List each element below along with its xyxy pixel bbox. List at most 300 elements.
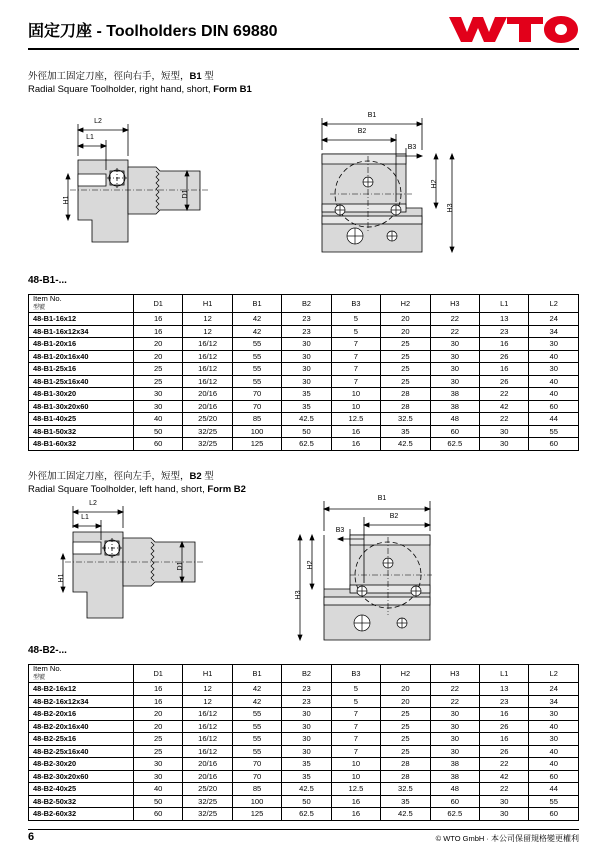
table-cell-h1: 16/12 <box>183 720 232 733</box>
table-cell-item-no: 48-B1-16x12 <box>29 313 134 326</box>
table-cell-b1: 42 <box>232 325 281 338</box>
dim-label-h1: H1 <box>58 573 65 583</box>
table-cell-h3: 30 <box>430 350 479 363</box>
table-cell-b1: 70 <box>232 758 281 771</box>
table-cell-b3: 16 <box>331 438 380 451</box>
table-cell-b3: 7 <box>331 745 380 758</box>
section-1-side-view-drawing <box>60 112 275 267</box>
table-cell-b1: 125 <box>232 808 281 821</box>
table-cell-h3: 38 <box>430 770 479 783</box>
table-cell-l2: 34 <box>529 325 579 338</box>
table-cell-h2: 25 <box>381 745 430 758</box>
table-cell-b2: 23 <box>282 313 331 326</box>
page-title-cn: 固定刀座 <box>28 23 93 40</box>
table-cell-h2: 20 <box>381 313 430 326</box>
table-cell-h3: 62.5 <box>430 438 479 451</box>
table-cell-l2: 44 <box>529 783 579 796</box>
table-cell-b1: 125 <box>232 438 281 451</box>
table-row <box>29 795 579 808</box>
table-cell-b1: 55 <box>232 363 281 376</box>
table-cell-item-no: 48-B1-50x32 <box>29 425 134 438</box>
table-header-b3: B3 <box>331 665 380 683</box>
table-cell-d1: 16 <box>133 313 182 326</box>
table-cell-b3: 5 <box>331 695 380 708</box>
section-2-part-code: 48-B2-... <box>28 645 67 656</box>
table-row <box>29 695 579 708</box>
table-cell-l2: 30 <box>529 708 579 721</box>
table-cell-l1: 22 <box>480 388 529 401</box>
table-cell-l2: 60 <box>529 808 579 821</box>
table-cell-l2: 30 <box>529 363 579 376</box>
dim-label-b2: B2 <box>389 513 399 520</box>
table-cell-h1: 16/12 <box>183 338 232 351</box>
table-cell-h1: 25/20 <box>183 413 232 426</box>
table-cell-b3: 12.5 <box>331 413 380 426</box>
table-cell-h2: 28 <box>381 388 430 401</box>
table-header-l1: L1 <box>480 665 529 683</box>
table-cell-b3: 5 <box>331 325 380 338</box>
table-row <box>29 733 579 746</box>
table-cell-b3: 12.5 <box>331 783 380 796</box>
section-1-caption-cn: 外徑加工固定刀座，徑向右手，短型，B1 型 <box>28 71 214 82</box>
table-cell-l2: 60 <box>529 770 579 783</box>
section-1-front-view-drawing <box>300 112 505 267</box>
table-cell-b1: 42 <box>232 313 281 326</box>
section-2-caption-cn: 外徑加工固定刀座，徑向左手，短型，B2 型 <box>28 471 214 482</box>
table-cell-h1: 32/25 <box>183 795 232 808</box>
table-cell-h2: 20 <box>381 325 430 338</box>
table-cell-h1: 20/16 <box>183 400 232 413</box>
table-header-item: Item No. 型號 <box>29 665 134 683</box>
table-cell-item-no: 48-B2-30x20x60 <box>29 770 134 783</box>
table-cell-h2: 28 <box>381 770 430 783</box>
table-header-h2: H2 <box>381 665 430 683</box>
table-cell-b2: 30 <box>282 733 331 746</box>
table-cell-h2: 35 <box>381 795 430 808</box>
table-cell-b2: 30 <box>282 708 331 721</box>
table-cell-h3: 30 <box>430 375 479 388</box>
dim-label-d1: D1 <box>177 561 184 571</box>
page-title-sep: - <box>92 23 107 40</box>
table-cell-h2: 25 <box>381 363 430 376</box>
table-cell-l2: 40 <box>529 350 579 363</box>
table-cell-b1: 42 <box>232 695 281 708</box>
table-cell-b3: 7 <box>331 720 380 733</box>
table-cell-b3: 10 <box>331 758 380 771</box>
table-cell-b3: 16 <box>331 808 380 821</box>
table-cell-h2: 25 <box>381 375 430 388</box>
table-row <box>29 313 579 326</box>
table-cell-b2: 50 <box>282 425 331 438</box>
table-cell-d1: 40 <box>133 783 182 796</box>
table-cell-b2: 35 <box>282 758 331 771</box>
table-cell-h1: 20/16 <box>183 388 232 401</box>
table-cell-item-no: 48-B2-50x32 <box>29 795 134 808</box>
table-cell-b2: 30 <box>282 720 331 733</box>
table-cell-h2: 25 <box>381 338 430 351</box>
table-cell-l2: 40 <box>529 720 579 733</box>
table-cell-d1: 30 <box>133 400 182 413</box>
table-cell-l2: 60 <box>529 438 579 451</box>
table-cell-item-no: 48-B2-40x25 <box>29 783 134 796</box>
table-cell-item-no: 48-B2-25x16 <box>29 733 134 746</box>
table-cell-l1: 22 <box>480 783 529 796</box>
table-cell-h2: 20 <box>381 683 430 696</box>
table-header-h1: H1 <box>183 665 232 683</box>
table-row <box>29 683 579 696</box>
page-footer <box>28 829 579 845</box>
dim-label-h3: H3 <box>295 590 302 600</box>
table-cell-b1: 85 <box>232 413 281 426</box>
table-cell-l1: 16 <box>480 338 529 351</box>
table-cell-h1: 32/25 <box>183 808 232 821</box>
table-cell-d1: 20 <box>133 338 182 351</box>
table-cell-h3: 22 <box>430 313 479 326</box>
table-cell-l1: 13 <box>480 313 529 326</box>
dim-label-l1: L1 <box>81 514 89 521</box>
table-cell-l2: 60 <box>529 400 579 413</box>
dim-label-d1: D1 <box>182 189 189 199</box>
page-title-en: Toolholders DIN 69880 <box>106 23 278 40</box>
table-cell-d1: 40 <box>133 413 182 426</box>
table-row <box>29 350 579 363</box>
table-cell-h1: 12 <box>183 683 232 696</box>
table-cell-d1: 30 <box>133 758 182 771</box>
table-cell-l1: 42 <box>480 770 529 783</box>
table-cell-b1: 70 <box>232 388 281 401</box>
page-number: 6 <box>28 831 35 843</box>
table-cell-h1: 12 <box>183 695 232 708</box>
table-cell-h2: 25 <box>381 350 430 363</box>
table-cell-d1: 30 <box>133 388 182 401</box>
footer-divider <box>28 829 579 830</box>
table-cell-item-no: 48-B2-30x20 <box>29 758 134 771</box>
table-cell-h1: 20/16 <box>183 758 232 771</box>
table-row <box>29 363 579 376</box>
table-cell-d1: 20 <box>133 708 182 721</box>
table-header-item: Item No. 型號 <box>29 295 134 313</box>
table-cell-b2: 42.5 <box>282 413 331 426</box>
table-header-row <box>29 665 579 683</box>
table-cell-item-no: 48-B1-20x16x40 <box>29 350 134 363</box>
table-cell-l1: 22 <box>480 413 529 426</box>
table-row <box>29 438 579 451</box>
table-cell-b2: 23 <box>282 683 331 696</box>
table-cell-l1: 16 <box>480 363 529 376</box>
table-cell-h3: 30 <box>430 720 479 733</box>
table-cell-l2: 55 <box>529 795 579 808</box>
table-cell-h3: 62.5 <box>430 808 479 821</box>
table-header-b2: B2 <box>282 295 331 313</box>
table-cell-h1: 16/12 <box>183 733 232 746</box>
table-cell-b2: 50 <box>282 795 331 808</box>
dim-label-h2: H2 <box>431 179 438 189</box>
table-cell-b2: 35 <box>282 770 331 783</box>
table-row <box>29 413 579 426</box>
table-cell-l2: 40 <box>529 745 579 758</box>
section-2-side-view-drawing <box>55 500 270 650</box>
table-cell-b1: 55 <box>232 350 281 363</box>
table-cell-h3: 38 <box>430 388 479 401</box>
table-cell-b3: 16 <box>331 795 380 808</box>
dim-label-l2: L2 <box>89 500 97 507</box>
table-cell-b1: 42 <box>232 683 281 696</box>
table-cell-b3: 10 <box>331 770 380 783</box>
table-cell-b2: 35 <box>282 388 331 401</box>
table-row <box>29 745 579 758</box>
table-header-b1: B1 <box>232 665 281 683</box>
dim-label-b1: B1 <box>377 495 387 502</box>
table-header-d1: D1 <box>133 665 182 683</box>
table-cell-l1: 30 <box>480 438 529 451</box>
table-cell-b1: 55 <box>232 720 281 733</box>
table-cell-item-no: 48-B2-16x12 <box>29 683 134 696</box>
table-cell-d1: 25 <box>133 375 182 388</box>
table-cell-h1: 32/25 <box>183 425 232 438</box>
table-cell-l1: 16 <box>480 708 529 721</box>
table-cell-h3: 30 <box>430 363 479 376</box>
dim-label-b3: B3 <box>335 527 345 534</box>
table-cell-h1: 16/12 <box>183 375 232 388</box>
table-cell-b2: 62.5 <box>282 438 331 451</box>
table-cell-h2: 35 <box>381 425 430 438</box>
section-1-caption <box>28 70 252 96</box>
table-header-b3: B3 <box>331 295 380 313</box>
page-header <box>28 18 579 50</box>
table-cell-h2: 32.5 <box>381 413 430 426</box>
dim-label-l2: L2 <box>94 118 102 125</box>
table-cell-b2: 30 <box>282 745 331 758</box>
table-cell-h3: 38 <box>430 758 479 771</box>
table-cell-l2: 40 <box>529 388 579 401</box>
table-cell-b3: 7 <box>331 375 380 388</box>
table-cell-h3: 48 <box>430 413 479 426</box>
table-cell-h1: 16/12 <box>183 708 232 721</box>
table-cell-l1: 16 <box>480 733 529 746</box>
table-cell-item-no: 48-B2-16x12x34 <box>29 695 134 708</box>
table-cell-l1: 22 <box>480 758 529 771</box>
table-cell-l1: 30 <box>480 795 529 808</box>
table-row <box>29 388 579 401</box>
section-1-spec-table <box>28 294 579 451</box>
table-header-l2: L2 <box>529 665 579 683</box>
table-row <box>29 375 579 388</box>
dim-label-b3: B3 <box>407 144 417 151</box>
table-cell-item-no: 48-B1-30x20 <box>29 388 134 401</box>
table-cell-h1: 25/20 <box>183 783 232 796</box>
table-cell-item-no: 48-B1-16x12x34 <box>29 325 134 338</box>
table-cell-item-no: 48-B2-20x16x40 <box>29 720 134 733</box>
table-cell-h3: 30 <box>430 708 479 721</box>
table-cell-item-no: 48-B1-25x16 <box>29 363 134 376</box>
table-cell-l1: 30 <box>480 425 529 438</box>
dim-label-h1: H1 <box>63 195 70 205</box>
table-cell-b2: 23 <box>282 325 331 338</box>
table-cell-l2: 44 <box>529 413 579 426</box>
table-cell-d1: 50 <box>133 425 182 438</box>
table-cell-b2: 35 <box>282 400 331 413</box>
table-cell-item-no: 48-B1-25x16x40 <box>29 375 134 388</box>
table-cell-d1: 50 <box>133 795 182 808</box>
table-cell-b3: 7 <box>331 350 380 363</box>
table-header-h3: H3 <box>430 295 479 313</box>
table-cell-h3: 30 <box>430 733 479 746</box>
table-cell-b3: 5 <box>331 683 380 696</box>
table-cell-h2: 25 <box>381 733 430 746</box>
table-cell-b3: 7 <box>331 708 380 721</box>
table-cell-l2: 24 <box>529 683 579 696</box>
table-header-b1: B1 <box>232 295 281 313</box>
table-cell-d1: 16 <box>133 683 182 696</box>
dim-label-l1: L1 <box>86 134 94 141</box>
table-cell-item-no: 48-B1-20x16 <box>29 338 134 351</box>
table-header-h3: H3 <box>430 665 479 683</box>
table-row <box>29 783 579 796</box>
table-cell-b2: 23 <box>282 695 331 708</box>
table-cell-l2: 30 <box>529 733 579 746</box>
section-2-caption-en: Radial Square Toolholder, left hand, short, Form B2 <box>28 484 246 495</box>
table-row <box>29 770 579 783</box>
table-cell-b3: 10 <box>331 400 380 413</box>
dim-label-h3: H3 <box>447 203 454 213</box>
table-cell-item-no: 48-B2-60x32 <box>29 808 134 821</box>
table-cell-b2: 42.5 <box>282 783 331 796</box>
wto-logo <box>447 16 579 43</box>
table-cell-d1: 25 <box>133 363 182 376</box>
table-cell-item-no: 48-B1-40x25 <box>29 413 134 426</box>
table-cell-l2: 34 <box>529 695 579 708</box>
table-cell-b2: 30 <box>282 363 331 376</box>
table-cell-l1: 13 <box>480 683 529 696</box>
table-cell-l2: 40 <box>529 375 579 388</box>
table-cell-d1: 60 <box>133 808 182 821</box>
table-cell-b1: 70 <box>232 770 281 783</box>
section-2-front-view-drawing <box>290 495 505 650</box>
table-cell-l1: 42 <box>480 400 529 413</box>
footer-copyright: © WTO GmbH · 本公司保留規格變更權利 <box>435 834 579 843</box>
table-cell-h3: 30 <box>430 338 479 351</box>
table-header-h2: H2 <box>381 295 430 313</box>
table-cell-d1: 16 <box>133 325 182 338</box>
table-cell-l1: 23 <box>480 695 529 708</box>
table-cell-h2: 28 <box>381 400 430 413</box>
table-header-d1: D1 <box>133 295 182 313</box>
page-title <box>28 18 278 41</box>
table-cell-h1: 32/25 <box>183 438 232 451</box>
table-cell-b2: 62.5 <box>282 808 331 821</box>
table-cell-item-no: 48-B1-60x32 <box>29 438 134 451</box>
table-cell-h1: 16/12 <box>183 350 232 363</box>
table-row <box>29 808 579 821</box>
table-cell-h3: 60 <box>430 425 479 438</box>
table-cell-b1: 55 <box>232 708 281 721</box>
table-cell-h1: 12 <box>183 325 232 338</box>
table-cell-b1: 55 <box>232 375 281 388</box>
table-row <box>29 708 579 721</box>
section-1-caption-en: Radial Square Toolholder, right hand, short, Form B1 <box>28 84 252 95</box>
table-cell-b1: 100 <box>232 425 281 438</box>
table-cell-h3: 48 <box>430 783 479 796</box>
table-cell-b1: 85 <box>232 783 281 796</box>
table-cell-b3: 7 <box>331 363 380 376</box>
dim-label-b1: B1 <box>367 112 377 119</box>
table-cell-l1: 30 <box>480 808 529 821</box>
table-cell-b3: 10 <box>331 388 380 401</box>
table-cell-h2: 42.5 <box>381 808 430 821</box>
table-cell-h1: 12 <box>183 313 232 326</box>
table-cell-d1: 20 <box>133 350 182 363</box>
table-cell-h2: 42.5 <box>381 438 430 451</box>
table-cell-b3: 7 <box>331 733 380 746</box>
table-header-l1: L1 <box>480 295 529 313</box>
table-cell-l1: 26 <box>480 375 529 388</box>
dim-label-b2: B2 <box>357 128 367 135</box>
table-cell-b2: 30 <box>282 338 331 351</box>
table-cell-h1: 16/12 <box>183 363 232 376</box>
table-cell-d1: 25 <box>133 733 182 746</box>
table-cell-l2: 40 <box>529 758 579 771</box>
table-cell-b1: 70 <box>232 400 281 413</box>
table-row <box>29 400 579 413</box>
table-cell-h3: 38 <box>430 400 479 413</box>
table-cell-l1: 26 <box>480 720 529 733</box>
table-cell-h3: 22 <box>430 683 479 696</box>
table-cell-h2: 25 <box>381 708 430 721</box>
table-cell-h3: 60 <box>430 795 479 808</box>
table-cell-h3: 22 <box>430 695 479 708</box>
table-header-h1: H1 <box>183 295 232 313</box>
section-2-caption <box>28 470 246 496</box>
table-cell-l2: 30 <box>529 338 579 351</box>
table-row <box>29 425 579 438</box>
table-cell-l2: 24 <box>529 313 579 326</box>
table-cell-b3: 7 <box>331 338 380 351</box>
table-cell-d1: 16 <box>133 695 182 708</box>
table-cell-d1: 60 <box>133 438 182 451</box>
table-row <box>29 338 579 351</box>
table-cell-b3: 16 <box>331 425 380 438</box>
table-row <box>29 758 579 771</box>
table-cell-h3: 30 <box>430 745 479 758</box>
table-header-b2: B2 <box>282 665 331 683</box>
table-cell-b1: 100 <box>232 795 281 808</box>
table-cell-d1: 30 <box>133 770 182 783</box>
table-cell-d1: 20 <box>133 720 182 733</box>
table-cell-h3: 22 <box>430 325 479 338</box>
table-cell-h2: 20 <box>381 695 430 708</box>
table-cell-b1: 55 <box>232 745 281 758</box>
table-header-l2: L2 <box>529 295 579 313</box>
table-cell-b3: 5 <box>331 313 380 326</box>
table-cell-h1: 20/16 <box>183 770 232 783</box>
table-cell-l1: 23 <box>480 325 529 338</box>
table-row <box>29 325 579 338</box>
table-cell-b2: 30 <box>282 375 331 388</box>
table-cell-l2: 55 <box>529 425 579 438</box>
table-cell-h2: 28 <box>381 758 430 771</box>
table-cell-d1: 25 <box>133 745 182 758</box>
table-cell-h2: 25 <box>381 720 430 733</box>
table-cell-item-no: 48-B2-20x16 <box>29 708 134 721</box>
table-cell-b2: 30 <box>282 350 331 363</box>
table-cell-item-no: 48-B2-25x16x40 <box>29 745 134 758</box>
table-cell-l1: 26 <box>480 745 529 758</box>
table-cell-item-no: 48-B1-30x20x60 <box>29 400 134 413</box>
table-cell-h1: 16/12 <box>183 745 232 758</box>
table-row <box>29 720 579 733</box>
table-cell-b1: 55 <box>232 338 281 351</box>
table-cell-b1: 55 <box>232 733 281 746</box>
